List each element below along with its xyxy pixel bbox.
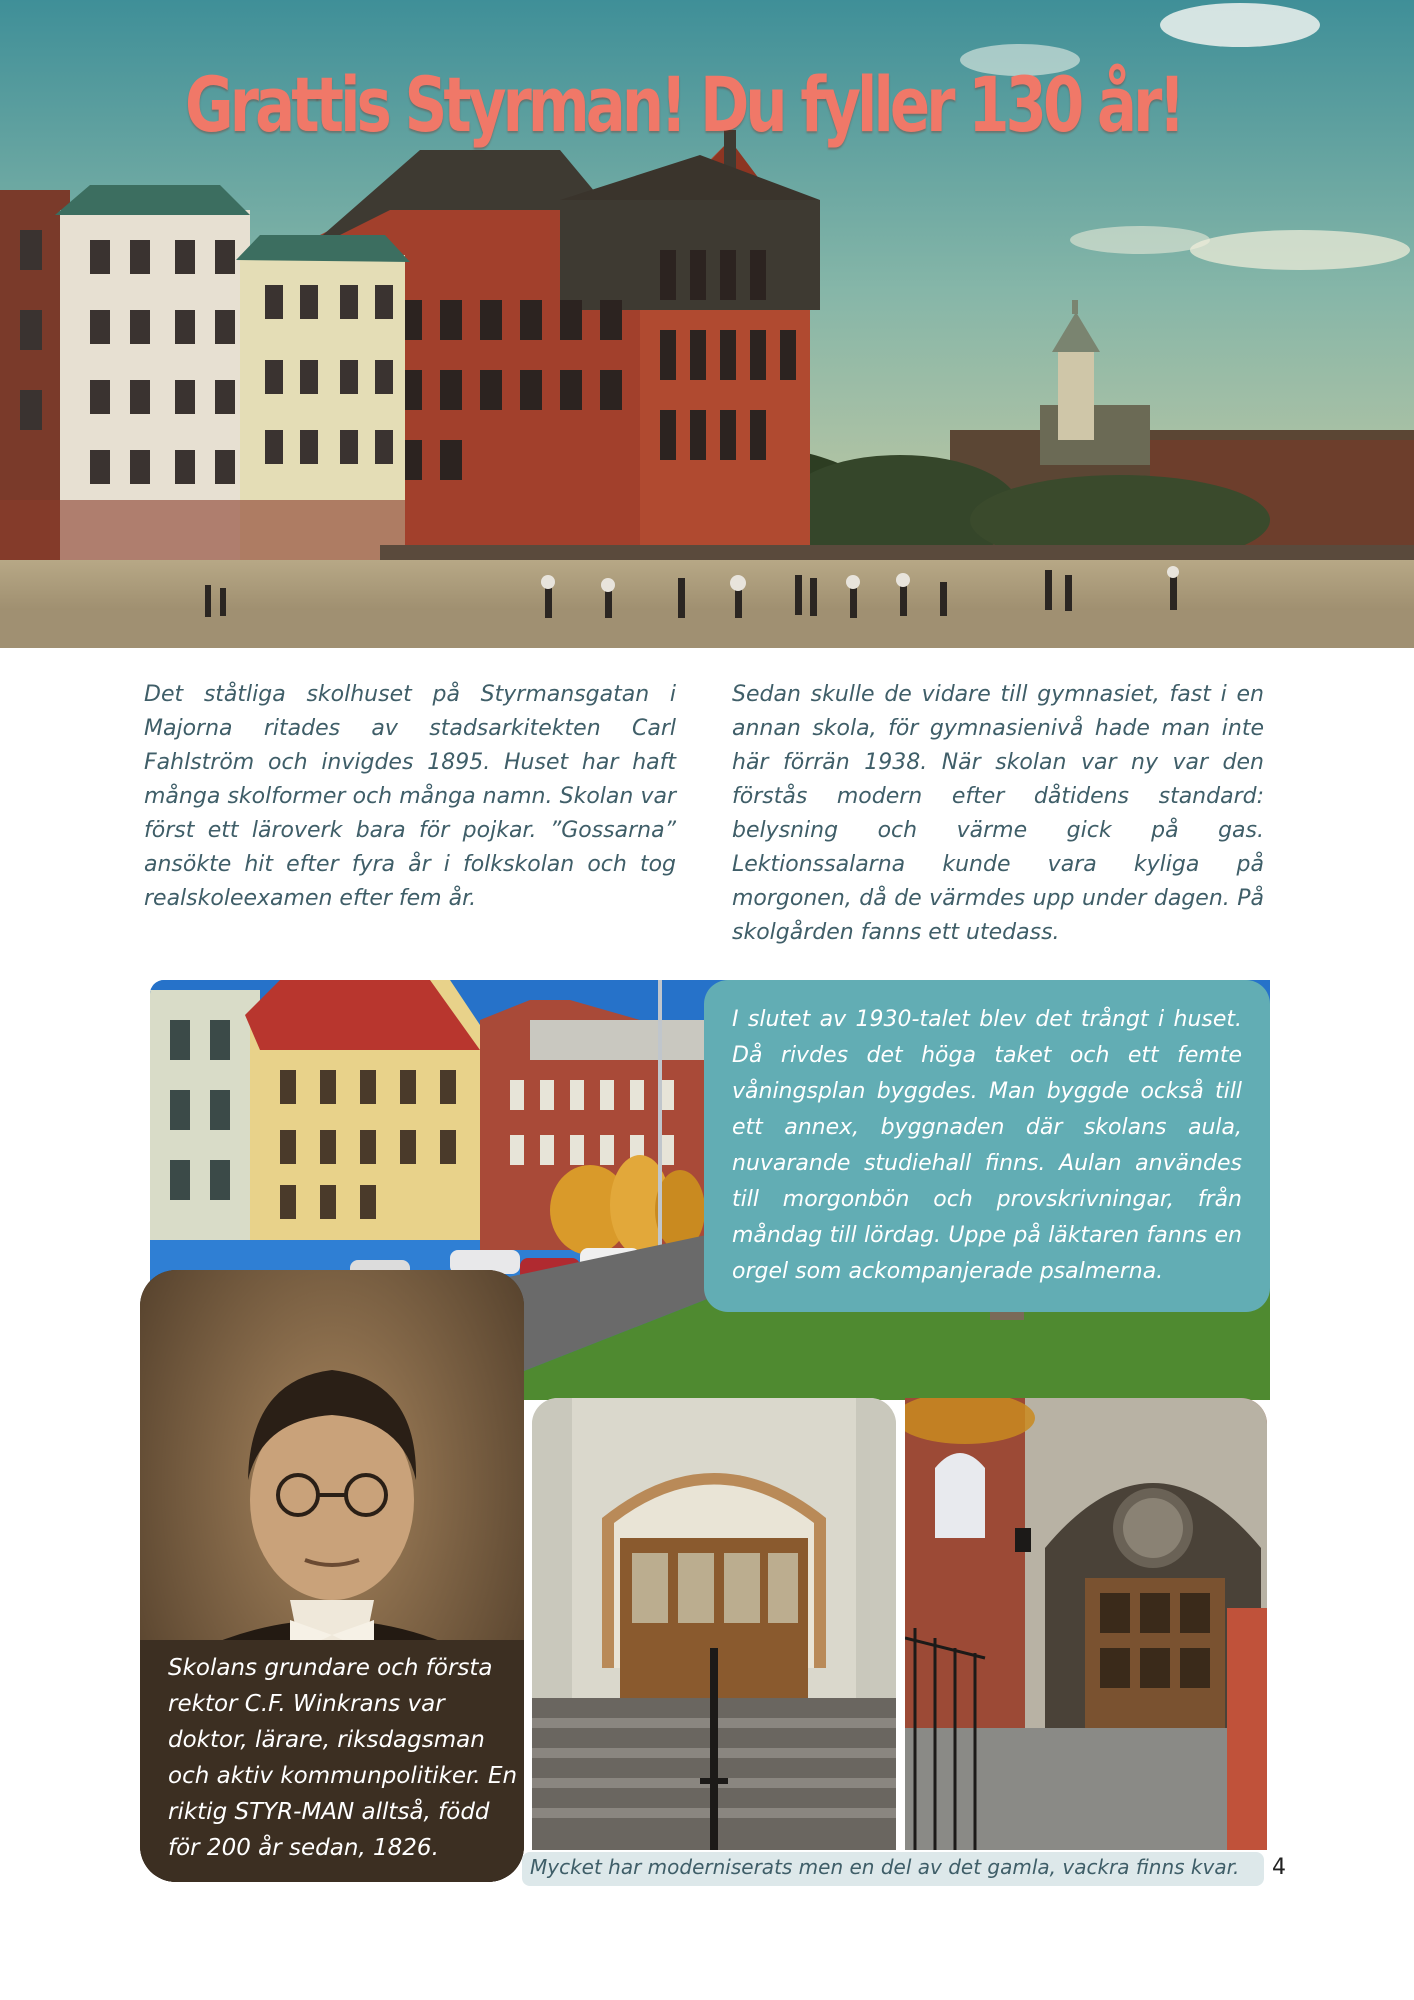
history-info-text: I slutet av 1930-talet blev det trångt i huset. Då rivdes det höga taket och ett femte våningsplan byggdes. Man byggde också till ett annex, byggnaden där skolans aula, nuvarande studiehall finns. Aulan användes till morgonbön och provskrivningar, från måndag till lördag. Uppe på läktaren fanns en orgel som ackompanjerade psalmerna. <box>732 1007 1242 1284</box>
page-number: 4 <box>1272 1855 1286 1880</box>
history-info-box <box>704 980 1270 1312</box>
page-title: Grattis Styrman! Du fyller 130 år! <box>185 60 1182 149</box>
collage-caption: Mycket har moderniserats men en del av det gamla, vackra finns kvar. <box>530 1855 1240 1879</box>
exterior-door-illustration <box>905 1398 1267 1850</box>
interior-entrance-photo <box>532 1398 896 1850</box>
founder-caption: Skolans grundare och första rektor C.F. Winkrans var doktor, lärare, riksdagsman och aktiv kommunpolitiker. En riktig STYR-MAN alltså, född för 200 år sedan, 1826. <box>168 1655 518 1861</box>
interior-door-illustration <box>532 1398 896 1850</box>
exterior-entrance-photo <box>905 1398 1267 1850</box>
collage-caption-box <box>522 1852 1264 1886</box>
intro-text-right: Sedan skulle de vidare till gymnasiet, fast i en annan skola, för gymnasienivå hade man inte här förrän 1938. När skolan var ny var den förstås modern efter dåtidens standard: belysning och värme gick på gas. Lektionssalarna kunde vara kyliga på morgonen, då de värmdes upp under dagen. På skolgården fanns ett utedass. <box>732 682 1264 945</box>
intro-text-left: Det ståtliga skolhuset på Styrmansgatan i Majorna ritades av stadsarkitekten Carl Fahlström och invigdes 1895. Huset har haft många skolformer och många namn. Skolan var först ett läroverk bara för pojkar. ”Gossarna” ansökte hit efter fyra år i folkskolan och tog realskoleexamen efter fem år. <box>144 682 676 911</box>
